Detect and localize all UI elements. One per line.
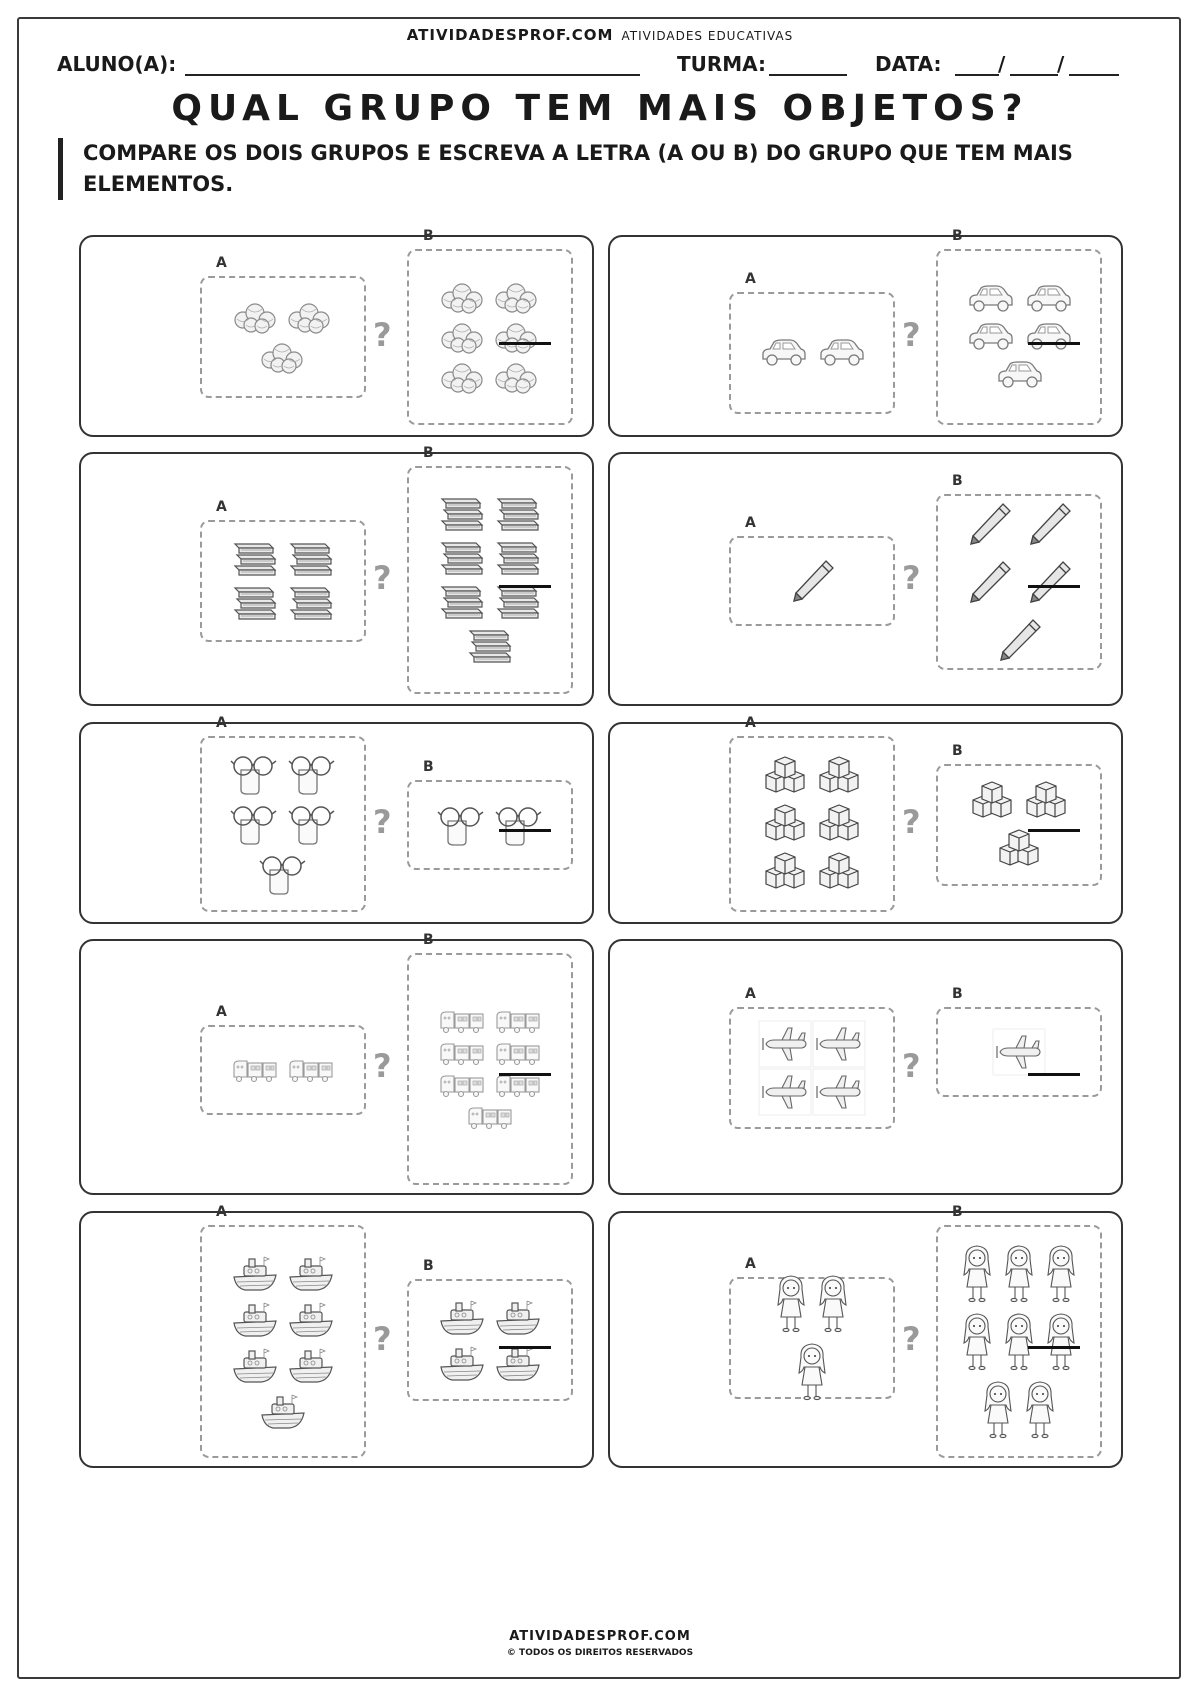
girl-icon [1044, 1311, 1078, 1373]
train-icon [438, 1040, 486, 1066]
books-icon [438, 495, 486, 533]
answer-line[interactable] [1028, 585, 1080, 588]
date-month-line[interactable] [1010, 74, 1058, 76]
group-b-box [936, 1204, 1102, 1458]
airplane-icon [812, 1020, 866, 1068]
group-items [731, 538, 893, 624]
cubes-icon [762, 755, 808, 797]
girl-icon [1002, 1311, 1036, 1373]
group-items [938, 496, 1100, 668]
yarn-ball-icon [494, 320, 540, 354]
cubes-icon [816, 755, 862, 797]
car-icon [1023, 283, 1073, 315]
yarn-ball-icon [494, 280, 540, 314]
group-a-label: A [745, 986, 756, 1002]
date-separator: / [998, 52, 1006, 76]
answer-line[interactable] [499, 1073, 551, 1076]
yarn-ball-icon [440, 320, 486, 354]
exercise-card [79, 932, 594, 1195]
airplane-icon [758, 1068, 812, 1116]
pencil-icon [1023, 498, 1075, 550]
cubes-icon [762, 803, 808, 845]
group-a-label: A [745, 515, 756, 531]
yarn-ball-icon [233, 300, 279, 334]
answer-line[interactable] [499, 1346, 551, 1349]
group-items [202, 1027, 364, 1113]
footer-copyright: © TODOS OS DIREITOS RESERVADOS [506, 1648, 694, 1658]
question-mark: ? [373, 559, 392, 597]
pencil-icon [1023, 556, 1075, 608]
group-b-label: B [423, 228, 434, 244]
car-icon [965, 321, 1015, 353]
group-items [202, 738, 364, 910]
site-header [0, 26, 1200, 44]
group-b-label: B [952, 1204, 963, 1220]
answer-line[interactable] [499, 342, 551, 345]
glasses-icon [229, 802, 279, 846]
boat-icon [438, 1343, 486, 1383]
boat-icon [231, 1345, 279, 1385]
exercise-card [79, 228, 594, 437]
group-b-label: B [952, 986, 963, 1002]
pencil-icon [963, 498, 1015, 550]
group-a-label: A [216, 715, 227, 731]
group-items [202, 522, 364, 640]
question-mark: ? [373, 803, 392, 841]
girl-icon [1002, 1243, 1036, 1305]
pencil-icon [963, 556, 1015, 608]
exercise-card [79, 445, 594, 706]
airplane-icon [992, 1028, 1046, 1076]
boat-icon [287, 1253, 335, 1293]
date-separator: / [1057, 52, 1065, 76]
girl-icon [741, 1341, 883, 1403]
train-icon [494, 1008, 542, 1034]
exercise-card [608, 715, 1123, 924]
group-b-box [936, 473, 1102, 670]
books-icon [231, 540, 279, 578]
group-items [938, 766, 1100, 884]
airplane-icon [812, 1068, 866, 1116]
girl-icon [774, 1273, 808, 1335]
group-a-label: A [216, 255, 227, 271]
glasses-icon [287, 752, 337, 796]
train-icon [494, 1040, 542, 1066]
group-b-box [407, 932, 573, 1185]
books-icon [438, 583, 486, 621]
exercise-card [608, 452, 1123, 706]
cubes-icon [948, 828, 1090, 870]
group-a-box [200, 715, 366, 912]
group-a-box [729, 1256, 895, 1399]
group-b-label: B [952, 743, 963, 759]
books-icon [494, 583, 542, 621]
books-icon [438, 539, 486, 577]
girl-icon [981, 1379, 1015, 1441]
group-items [938, 1009, 1100, 1095]
group-b-box [407, 445, 573, 694]
group-b-box [407, 1258, 573, 1401]
question-mark: ? [902, 316, 921, 354]
group-items [409, 782, 571, 868]
exercise-card [608, 1204, 1123, 1468]
group-items [202, 1227, 364, 1456]
boat-icon [231, 1253, 279, 1293]
group-a-box [729, 986, 895, 1129]
cubes-icon [816, 851, 862, 893]
question-mark: ? [373, 316, 392, 354]
group-b-label: B [423, 1258, 434, 1274]
group-a-box [729, 515, 895, 626]
glasses-icon [494, 803, 544, 847]
glasses-icon [229, 752, 279, 796]
answer-line[interactable] [1028, 829, 1080, 832]
group-a-box [200, 499, 366, 642]
group-items [731, 294, 893, 412]
question-mark: ? [373, 1319, 392, 1358]
site-name: ATIVIDADESPROF.COM [406, 26, 614, 44]
site-subtitle: ATIVIDADES EDUCATIVAS [621, 29, 794, 43]
group-b-label: B [423, 445, 434, 461]
group-items [202, 278, 364, 396]
train-icon [438, 1008, 486, 1034]
glasses-icon [287, 802, 337, 846]
boat-icon [438, 1297, 486, 1337]
girl-icon [816, 1273, 850, 1335]
train-icon [287, 1057, 335, 1083]
student-label: ALUNO(A): [57, 52, 177, 76]
footer-site: ATIVIDADESPROF.COM [509, 1629, 691, 1644]
group-a-box [200, 1204, 366, 1458]
group-a-box [200, 1004, 366, 1115]
exercise-card [608, 939, 1123, 1195]
answer-line[interactable] [1028, 342, 1080, 345]
question-mark: ? [902, 1319, 921, 1358]
car-icon [816, 337, 866, 369]
date-year-line[interactable] [1069, 74, 1119, 76]
yarn-ball-icon [287, 300, 333, 334]
group-a-label: A [745, 271, 756, 287]
page-title: QUAL GRUPO TEM MAIS OBJETOS? [171, 88, 1029, 129]
books-icon [231, 584, 279, 622]
yarn-ball-icon [212, 340, 354, 374]
books-icon [287, 540, 335, 578]
glasses-icon [212, 852, 354, 896]
group-a-label: A [745, 715, 756, 731]
car-icon [1023, 321, 1073, 353]
question-mark: ? [902, 803, 921, 841]
pencil-icon [948, 614, 1090, 666]
group-b-label: B [423, 759, 434, 775]
group-a-label: A [216, 499, 227, 515]
group-a-box [729, 715, 895, 912]
group-items [409, 468, 571, 692]
group-a-label: A [216, 1204, 227, 1220]
car-icon [948, 359, 1090, 391]
group-items [409, 1281, 571, 1399]
group-items [731, 1009, 893, 1127]
answer-line[interactable] [1028, 1346, 1080, 1349]
exercise-card [608, 228, 1123, 437]
train-icon [231, 1057, 279, 1083]
question-mark: ? [902, 559, 921, 597]
group-items [409, 251, 571, 423]
glasses-icon [436, 803, 486, 847]
group-b-box [407, 759, 573, 870]
answer-line[interactable] [499, 829, 551, 832]
car-icon [965, 283, 1015, 315]
instruction-text: COMPARE OS DOIS GRUPOS E ESCREVA A LETRA (A OU B) DO GRUPO QUE TEM MAIS ELEMENTOS. [58, 138, 1133, 200]
airplane-icon [758, 1020, 812, 1068]
boat-icon [287, 1299, 335, 1339]
group-items [938, 1227, 1100, 1456]
group-b-label: B [952, 473, 963, 489]
cubes-icon [762, 851, 808, 893]
group-b-box [936, 743, 1102, 886]
cubes-icon [969, 780, 1015, 822]
yarn-ball-icon [440, 280, 486, 314]
yarn-ball-icon [494, 360, 540, 394]
train-icon [419, 1104, 561, 1130]
class-label: TURMA: [677, 52, 767, 76]
class-line[interactable] [769, 74, 847, 76]
car-icon [758, 337, 808, 369]
books-icon [419, 627, 561, 665]
boat-icon [287, 1345, 335, 1385]
student-name-line[interactable] [185, 74, 640, 76]
question-mark: ? [373, 1047, 392, 1085]
group-b-box [936, 228, 1102, 425]
books-icon [494, 539, 542, 577]
exercise-card [79, 1204, 594, 1468]
group-items [731, 1279, 893, 1397]
group-a-label: A [216, 1004, 227, 1020]
boat-icon [231, 1299, 279, 1339]
group-b-label: B [423, 932, 434, 948]
group-a-box [200, 255, 366, 398]
girl-icon [960, 1311, 994, 1373]
boat-icon [494, 1297, 542, 1337]
train-icon [438, 1072, 486, 1098]
cubes-icon [1023, 780, 1069, 822]
boat-icon [212, 1391, 354, 1431]
yarn-ball-icon [440, 360, 486, 394]
pencil-icon [786, 555, 838, 607]
girl-icon [1044, 1243, 1078, 1305]
boat-icon [494, 1343, 542, 1383]
group-a-box [729, 271, 895, 414]
girl-icon [1023, 1379, 1057, 1441]
group-items [731, 738, 893, 910]
date-label: DATA: [875, 52, 942, 76]
books-icon [494, 495, 542, 533]
exercise-card [79, 715, 594, 924]
group-b-box [936, 986, 1102, 1097]
group-items [938, 251, 1100, 423]
group-items [409, 955, 571, 1183]
answer-line[interactable] [499, 585, 551, 588]
cubes-icon [816, 803, 862, 845]
girl-icon [960, 1243, 994, 1305]
group-a-label: A [745, 1256, 756, 1272]
question-mark: ? [902, 1047, 921, 1085]
date-day-line[interactable] [955, 74, 999, 76]
group-b-box [407, 228, 573, 425]
books-icon [287, 584, 335, 622]
group-b-label: B [952, 228, 963, 244]
answer-line[interactable] [1028, 1073, 1080, 1076]
